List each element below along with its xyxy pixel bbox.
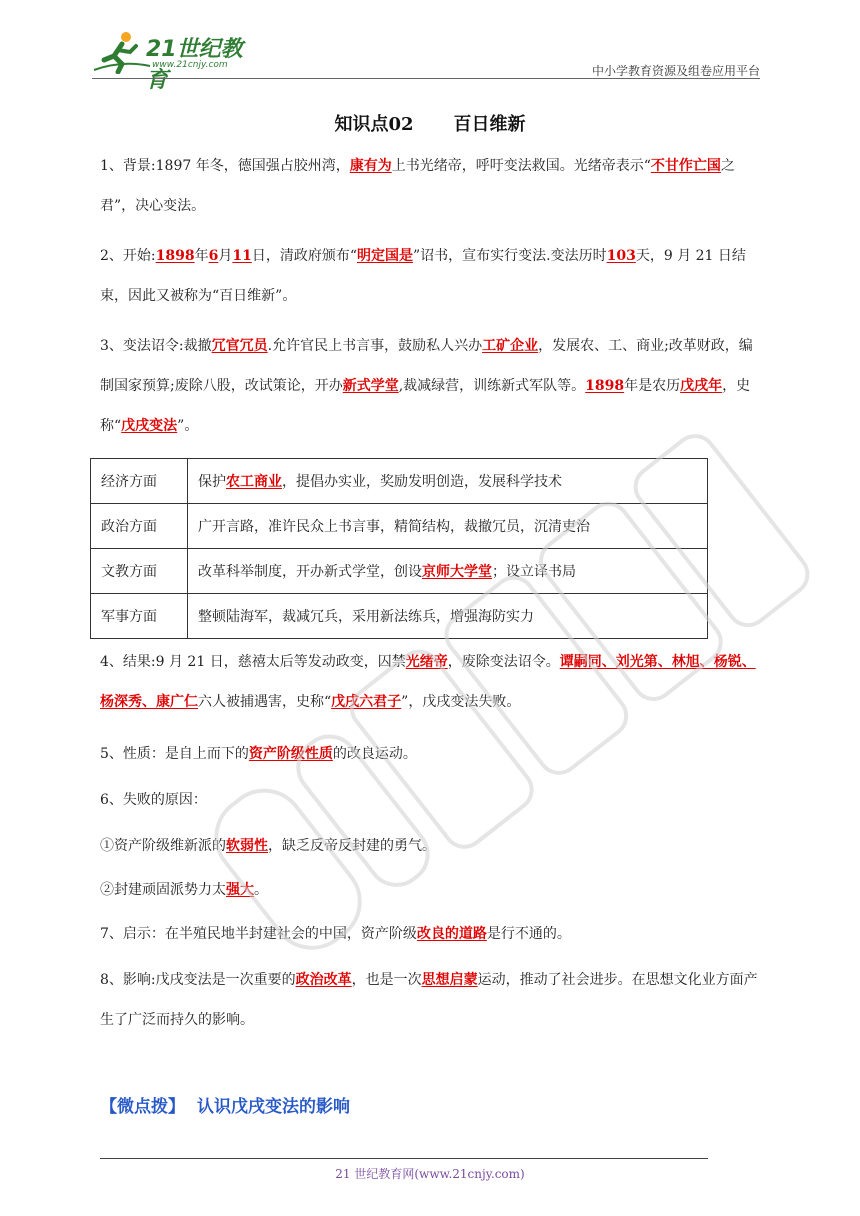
highlight: 103 bbox=[606, 248, 636, 264]
page-header bbox=[92, 30, 760, 93]
highlight: 明定国是 bbox=[357, 248, 413, 264]
site-logo[interactable] bbox=[92, 30, 262, 93]
runner-logo-icon bbox=[92, 30, 152, 74]
table-category: 政治方面 bbox=[91, 504, 188, 549]
highlight: 光绪帝 bbox=[405, 654, 448, 670]
highlight: 工矿企业 bbox=[482, 338, 539, 354]
logo-text: 21世纪教育 bbox=[146, 37, 243, 93]
table-category: 经济方面 bbox=[91, 459, 188, 504]
point-4-result: 4、结果:9 月 21 日，慈禧太后等发动政变，囚禁光绪帝，废除变法诏令。谭嗣同、刘光第、林旭、杨锐、杨深秀、康广仁六人被捕遇害，史称“戊戌六君子”，戊戌变法失败。 bbox=[100, 654, 756, 710]
highlight: 京师大学堂 bbox=[422, 564, 492, 580]
highlight: 软弱性 bbox=[226, 838, 268, 854]
table-category: 军事方面 bbox=[91, 594, 188, 639]
highlight: 资产阶级性质 bbox=[248, 746, 333, 762]
table-content: 整顿陆海军，裁减冗兵，采用新法练兵，增强海防实力 bbox=[188, 594, 708, 639]
highlight: 戊戌变法 bbox=[121, 418, 178, 434]
point-1-background: 1、背景:1897 年冬，德国强占胶州湾，康有为上书光绪帝，呼吁变法救国。光绪帝表示“不甘作亡国之君”，决心变法。 bbox=[100, 158, 735, 214]
point-6-reason-2: ②封建顽固派势力太强大。 bbox=[100, 882, 268, 898]
title-part2: 百日维新 bbox=[453, 114, 526, 135]
highlight: 不甘作亡国 bbox=[650, 158, 721, 174]
highlight: 戊戌年 bbox=[680, 378, 723, 394]
table-content: 改革科举制度，开办新式学堂，创设京师大学堂；设立译书局 bbox=[188, 549, 708, 594]
table-row bbox=[91, 549, 708, 594]
highlight: 政治改革 bbox=[295, 972, 352, 988]
point-7-lesson: 7、启示：在半殖民地半封建社会的中国，资产阶级改良的道路是行不通的。 bbox=[100, 926, 571, 942]
point-8-impact: 8、影响:戊戌变法是一次重要的政治改革，也是一次思想启蒙运动，推动了社会进步。在思想文化业方面产生了广泛而持久的影响。 bbox=[100, 972, 758, 1028]
highlight: 农工商业 bbox=[226, 474, 282, 490]
point-6-failure: 6、失败的原因： bbox=[100, 792, 207, 808]
table-row bbox=[91, 504, 708, 549]
highlight: 新式学堂 bbox=[342, 378, 399, 394]
footer-divider bbox=[100, 1158, 708, 1159]
table-row bbox=[91, 459, 708, 504]
point-3-edicts: 3、变法诏令:裁撤冗官冗员.允许官民上书言事，鼓励私人兴办工矿企业，发展农、工、商业;改革财政，编制国家预算;废除八股，改试策论，开办新式学堂,裁减绿营，训练新式军队等。1898年是农历戊戌年，史称“戊戌变法”。 bbox=[100, 338, 753, 434]
table-category: 文教方面 bbox=[91, 549, 188, 594]
highlight: 思想启蒙 bbox=[421, 972, 478, 988]
page-title bbox=[0, 110, 860, 136]
highlight: 11 bbox=[232, 248, 252, 264]
point-5-nature: 5、性质：是自上而下的资产阶级性质的改良运动。 bbox=[100, 746, 417, 762]
highlight: 谭嗣同、刘光第、林旭、杨锐、杨深秀、康广仁 bbox=[100, 654, 756, 710]
highlight: 康有为 bbox=[349, 158, 392, 174]
table-content: 广开言路，准许民众上书言事，精简结构，裁撤冗员，沉清吏治 bbox=[188, 504, 708, 549]
reform-table bbox=[90, 458, 708, 639]
highlight: 1898 bbox=[585, 378, 625, 394]
highlight: 改良的道路 bbox=[416, 926, 487, 942]
point-2-start: 2、开始:1898年6月11日，清政府颁布“明定国是”诏书，宣布实行变法.变法历时103天，9 月 21 日结束，因此又被称为“百日维新”。 bbox=[100, 248, 746, 304]
platform-label: 中小学教育资源及组卷应用平台 bbox=[591, 64, 760, 78]
page-footer: 21 世纪教育网(www.21cnjy.com) bbox=[335, 1167, 525, 1181]
highlight: 1898 bbox=[155, 248, 195, 264]
header-divider bbox=[92, 78, 760, 79]
logo-url: www.21cnjy.com bbox=[152, 60, 228, 70]
point-6-reason-1: ①资产阶级维新派的软弱性，缺乏反帝反封建的勇气。 bbox=[100, 838, 436, 854]
micro-tip-text: 认识戊戌变法的影响 bbox=[197, 1097, 350, 1117]
highlight: 强大 bbox=[226, 882, 254, 898]
table-row bbox=[91, 594, 708, 639]
highlight: 6 bbox=[208, 248, 219, 264]
table-content: 保护农工商业，提倡办实业，奖励发明创造，发展科学技术 bbox=[188, 459, 708, 504]
title-part1: 知识点02 bbox=[334, 114, 414, 135]
highlight: 戊戌六君子 bbox=[331, 694, 402, 710]
highlight: 冗官冗员 bbox=[211, 338, 268, 354]
micro-tip-tag: 【微点拨】 bbox=[100, 1097, 185, 1117]
micro-tip-heading bbox=[100, 1092, 350, 1117]
